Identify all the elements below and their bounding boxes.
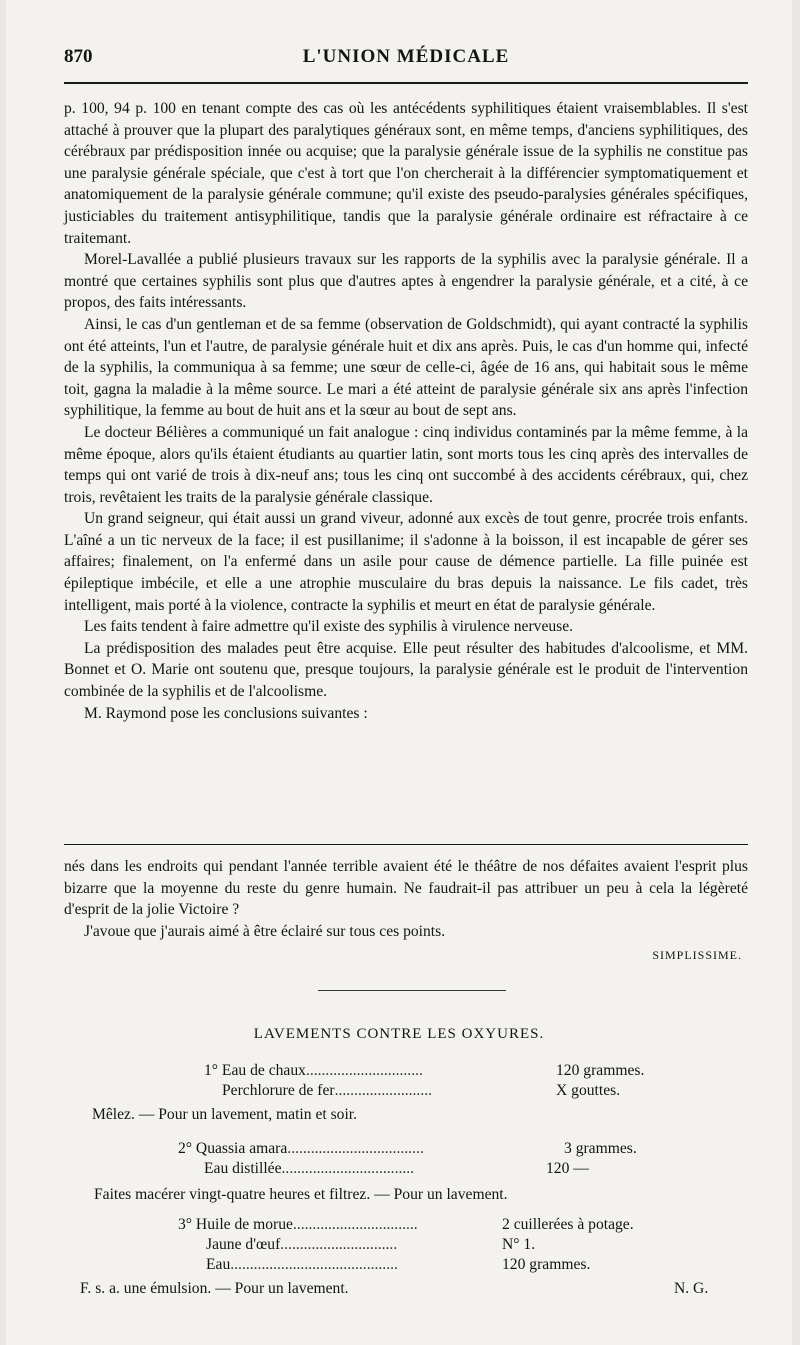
recipe-instructions: Faites macérer vingt-quatre heures et filtrez. — Pour un lavement. [94, 1186, 508, 1203]
feuilleton-note [64, 856, 748, 942]
recipe-line [222, 1082, 432, 1102]
ingredient-quantity: 120 grammes. [502, 1256, 591, 1273]
ingredient-name: 2° Quassia amara [178, 1140, 288, 1157]
paragraph: M. Raymond pose les conclusions suivantes : [84, 704, 368, 722]
ingredient-quantity: 2 cuillerées à potage. [502, 1216, 634, 1233]
recipe-line [556, 1082, 620, 1102]
recipe-line [546, 1160, 589, 1180]
leader-dots: ........................................... [230, 1256, 398, 1273]
recipe-instructions: Mêlez. — Pour un lavement, matin et soir. [92, 1106, 358, 1123]
ingredient-quantity: X gouttes. [556, 1082, 621, 1099]
paragraph: Ainsi, le cas d'un gentleman et de sa femme (observation de Goldschmidt), qui ayant contracté la syphilis ont été atteints, l'un et l'autre, de paralysie générale huit et dix ans après. Puis, le cas d'un homme qui, infecté de la syphilis, la communiqua à sa femme; une sœur de celle-ci, âgée de 16 ans, qui habitait sous le même toit, gagna la maladie à la même source. Le mari a été atteint de paralysie générale six ans après l'infection syphilitique, la femme au bout de huit ans et la sœur au bout de sept ans. [64, 315, 748, 420]
recipe-instructions: F. s. a. une émulsion. — Pour un lavement. [80, 1280, 349, 1297]
header-rule [64, 82, 748, 84]
recipe-line [206, 1256, 398, 1276]
ingredient-quantity: 120 grammes. [556, 1062, 645, 1079]
ingredient-quantity: N° 1. [502, 1236, 536, 1253]
paragraph: La prédisposition des malades peut être acquise. Elle peut résulter des habitudes d'alcoolisme, et MM. Bonnet et O. Marie ont soutenu que, presque toujours, la paralysie générale est le produit de l'intervention combinée de la syphilis et de l'alcoolisme. [64, 639, 748, 701]
article-body [64, 98, 748, 724]
ingredient-name: Jaune d'œuf [206, 1236, 281, 1253]
author-initials: N. G. [674, 1280, 709, 1297]
recipe-line [502, 1216, 634, 1236]
recipe-line [204, 1062, 423, 1082]
recipe-line [178, 1140, 424, 1160]
recipe-line [556, 1062, 644, 1082]
page-header [64, 46, 748, 68]
paragraph: Le docteur Bélières a communiqué un fait analogue : cinq individus contaminés par la même femme, à la même époque, alors qu'ils étaient étudiants au quartier latin, sont morts tous les cinq après des intervalles de temps qui ont varié de trois à dix-neuf ans; tous les cinq ont succombé à des accidents cérébraux, qui, chez trois, revêtaient les traits de la paralysie générale classique. [64, 423, 748, 506]
recipe-line [502, 1236, 535, 1256]
ingredient-name: 3° Huile de morue [178, 1216, 293, 1233]
ingredient-quantity: 3 grammes. [564, 1140, 637, 1157]
journal-title: L'UNION MÉDICALE [302, 46, 510, 67]
leader-dots: ................................... [287, 1140, 424, 1157]
recipe-line [564, 1140, 637, 1160]
recipe-line [206, 1236, 397, 1256]
leader-dots: ................................ [292, 1216, 418, 1233]
ingredient-name: Eau distillée [204, 1160, 282, 1177]
page-number: 870 [64, 46, 93, 67]
section-divider [64, 844, 748, 845]
leader-dots: .................................. [281, 1160, 415, 1177]
note-paragraph: J'avoue que j'aurais aimé à être éclairé sur tous ces points. [84, 922, 446, 940]
note-paragraph: nés dans les endroits qui pendant l'année terrible avaient été le théâtre de nos défaites avaient l'esprit plus bizarre que la moyenne du reste du genre humain. Ne faudrait-il pas attribuer un peu à cela la légèreté d'esprit de la jolie Victoire ? [64, 858, 748, 919]
recipe-line [178, 1216, 418, 1236]
short-divider [318, 990, 506, 991]
ingredient-name: Eau [206, 1256, 231, 1273]
leader-dots: .............................. [280, 1236, 398, 1253]
ingredient-name: Perchlorure de fer [222, 1082, 335, 1099]
paragraph: Un grand seigneur, qui était aussi un grand viveur, adonné aux excès de tout genre, procrée trois enfants. L'aîné a un tic nerveux de la face; il est pusillanime; il s'adonne à la boisson, il est incapable de gérer ses affaires; finalement, on l'a enfermé dans un asile pour cause de démence partielle. La fille puinée est épileptique imbécile, et elle a une atrophie musculaire du bras depuis la naissance. Le fils cadet, très intelligent, mais porté à la violence, contracte la syphilis et meurt en état de paralysie générale. [64, 510, 748, 614]
ingredient-quantity: 120 — [546, 1160, 589, 1177]
recipe-line [502, 1256, 590, 1276]
recipe-line [204, 1160, 414, 1180]
paragraph: Les faits tendent à faire admettre qu'il existe des syphilis à virulence nerveuse. [84, 618, 574, 636]
leader-dots: .............................. [305, 1062, 423, 1079]
document-page [6, 0, 792, 1345]
paragraph: p. 100, 94 p. 100 en tenant compte des cas où les antécédents syphilitiques étaient vraisemblables. Il s'est attaché à prouver que la plupart des paralytiques généraux sont, en même temps, d'anciens syphilitiques, des cérébraux par prédisposition innée ou acquise; que la paralysie générale issue de la syphilis ne constitue pas une paralysie générale spéciale, que c'est à tort que l'on chercherait à la différencier symptomatiquement et anatomiquement de la paralysie générale commune; qu'il existe des pseudo-paralysies générales spécifiques, justiciables du traitement antisyphilitique, tandis que la paralysie générale ordinaire est réfractaire à ce traitemant. [64, 100, 748, 247]
paragraph: Morel-Lavallée a publié plusieurs travaux sur les rapports de la syphilis avec la paralysie générale. Il a montré que certaines syphilis sont plus que d'autres aptes à engendrer la paralysie générale, et a cité, à ce propos, des faits intéressants. [64, 251, 748, 312]
recipe-section-title: LAVEMENTS CONTRE LES OXYURES. [253, 1026, 545, 1042]
leader-dots: ......................... [334, 1082, 433, 1099]
signature: SIMPLISSIME. [652, 948, 742, 962]
ingredient-name: 1° Eau de chaux [204, 1062, 306, 1079]
